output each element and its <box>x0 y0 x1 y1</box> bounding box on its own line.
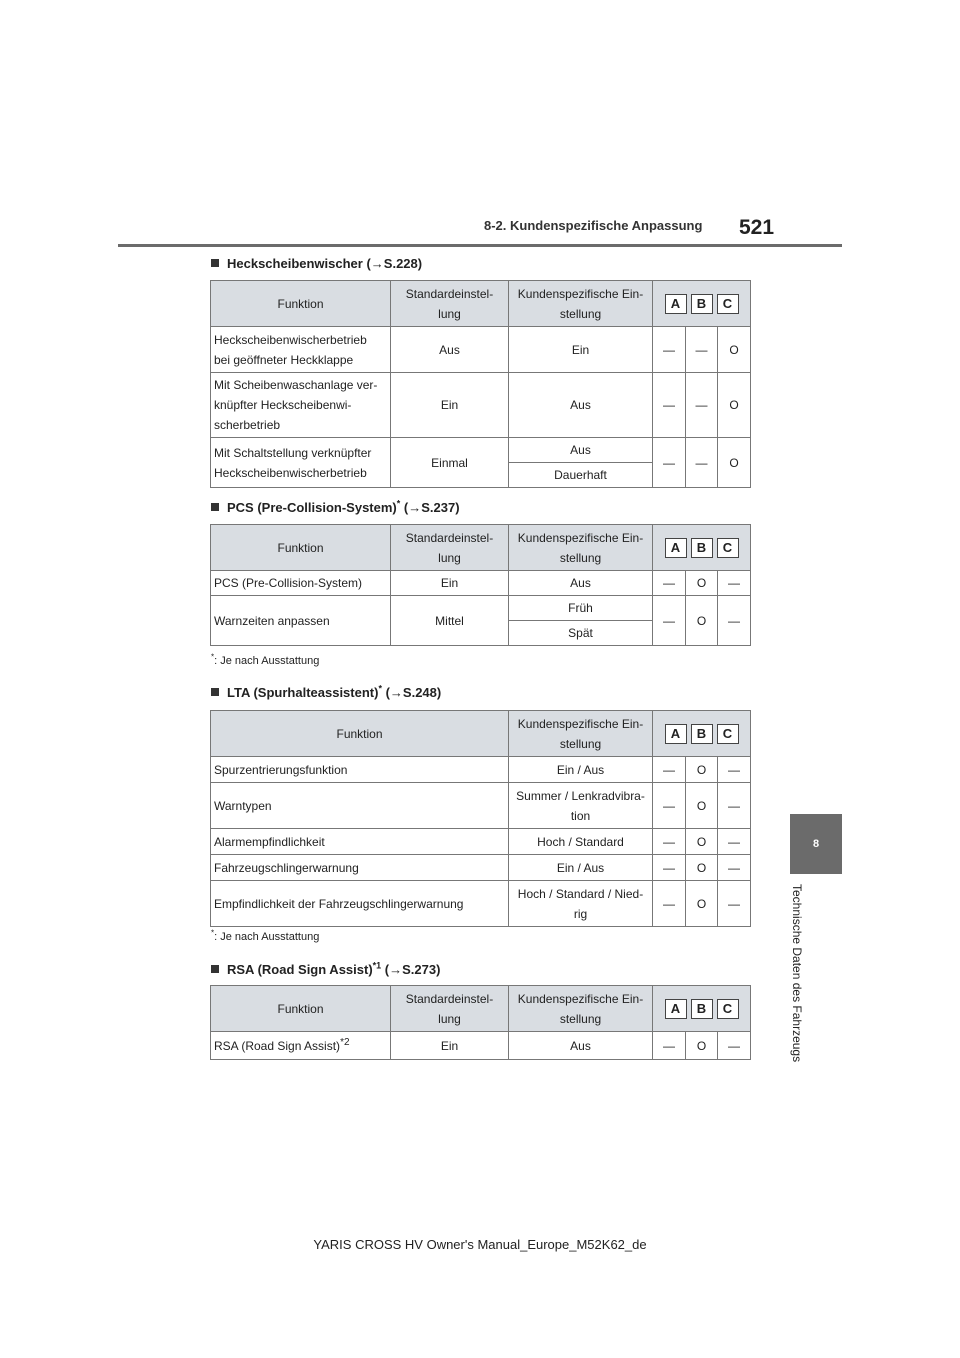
box-c: C <box>717 538 739 558</box>
page-number: 521 <box>739 216 775 239</box>
header-custom: Kundenspezifische Ein- stellung <box>509 281 653 327</box>
box-a: A <box>665 294 687 314</box>
cell-custom: Spät <box>509 621 653 646</box>
table-row <box>211 596 751 621</box>
cell-c: O <box>718 327 751 373</box>
cell-a: — <box>653 783 686 829</box>
box-c: C <box>717 999 739 1019</box>
table-row <box>211 829 751 855</box>
header-rule <box>118 244 842 247</box>
box-a: A <box>665 538 687 558</box>
cell-standard: Einmal <box>391 438 509 488</box>
header-abc <box>653 986 751 1032</box>
cell-standard: Aus <box>391 327 509 373</box>
table-row <box>211 1032 751 1060</box>
cell-function: Mit Schaltstellung verknüpfter Heckscheibenwischerbetrieb <box>211 438 391 488</box>
cell-c: — <box>718 829 751 855</box>
arrow-icon: → <box>389 962 403 977</box>
box-c: C <box>717 724 739 744</box>
bullet-square-icon <box>211 259 219 267</box>
cell-c: — <box>718 783 751 829</box>
box-b: B <box>691 999 713 1019</box>
cell-b: O <box>686 855 718 881</box>
cell-function: Alarmempfindlichkeit <box>211 829 509 855</box>
cell-function: Warntypen <box>211 783 509 829</box>
cell-c: — <box>718 1032 751 1060</box>
header-abc <box>653 711 751 757</box>
cell-standard: Ein <box>391 1032 509 1060</box>
cell-c: — <box>718 881 751 927</box>
cell-b: — <box>686 327 718 373</box>
cell-custom: Summer / Lenkradvibra- tion <box>509 783 653 829</box>
cell-c: — <box>718 855 751 881</box>
cell-a: — <box>653 829 686 855</box>
table-row <box>211 571 751 596</box>
table-row <box>211 757 751 783</box>
header-funktion: Funktion <box>211 525 391 571</box>
cell-c: O <box>718 438 751 488</box>
footer-manual-id: YARIS CROSS HV Owner's Manual_Europe_M52K62_de <box>313 1237 647 1252</box>
section-title-rsa: RSA (Road Sign Assist)$^{*1}$ (→S.273) <box>211 962 440 977</box>
cell-b: — <box>686 438 718 488</box>
bullet-square-icon <box>211 965 219 973</box>
section-title-lta: LTA (Spurhalteassistent)* (→S.248) <box>211 685 441 700</box>
box-a: A <box>665 724 687 744</box>
header-standard: Standardeinstel- lung <box>391 986 509 1032</box>
header-funktion: Funktion <box>211 711 509 757</box>
table-row <box>211 438 751 463</box>
cell-a: — <box>653 1032 686 1060</box>
table-row <box>211 327 751 373</box>
cell-a: — <box>653 757 686 783</box>
cell-a: — <box>653 327 686 373</box>
header-funktion: Funktion <box>211 281 391 327</box>
cell-custom: Dauerhaft <box>509 463 653 488</box>
cell-custom: Früh <box>509 596 653 621</box>
cell-function: Warnzeiten anpassen <box>211 596 391 646</box>
header-abc <box>653 281 751 327</box>
box-b: B <box>691 294 713 314</box>
cell-function: PCS (Pre-Collision-System) <box>211 571 391 596</box>
cell-a: — <box>653 438 686 488</box>
cell-c: — <box>718 757 751 783</box>
cell-custom: Ein / Aus <box>509 855 653 881</box>
bullet-square-icon <box>211 503 219 511</box>
section-title-pcs: PCS (Pre-Collision-System)* (→S.237) <box>211 500 460 515</box>
cell-b: O <box>686 757 718 783</box>
cell-b: O <box>686 829 718 855</box>
cell-a: — <box>653 855 686 881</box>
cell-b: O <box>686 881 718 927</box>
cell-custom: Ein / Aus <box>509 757 653 783</box>
cell-function: Empfindlichkeit der Fahrzeugschlingerwarnung <box>211 881 509 927</box>
arrow-icon: → <box>370 256 384 271</box>
footnote-lta: *: Je nach Ausstattung <box>211 928 320 943</box>
chapter-title: Technische Daten des Fahrzeugs <box>790 884 804 1063</box>
table-row <box>211 783 751 829</box>
cell-b: O <box>686 1032 718 1060</box>
header-custom: Kundenspezifische Ein- stellung <box>509 525 653 571</box>
cell-a: — <box>653 881 686 927</box>
cell-custom: Hoch / Standard <box>509 829 653 855</box>
table-pcs <box>210 524 751 646</box>
table-rsa <box>210 985 751 1060</box>
box-b: B <box>691 538 713 558</box>
header-custom: Kundenspezifische Ein- stellung <box>509 711 653 757</box>
cell-function: Mit Scheibenwaschanlage ver- knüpfter Heckscheibenwi- scherbetrieb <box>211 373 391 438</box>
header-standard: Standardeinstel- lung <box>391 525 509 571</box>
cell-standard: Ein <box>391 571 509 596</box>
header-funktion: Funktion <box>211 986 391 1032</box>
cell-b: O <box>686 783 718 829</box>
box-a: A <box>665 999 687 1019</box>
table-row <box>211 881 751 927</box>
cell-a: — <box>653 571 686 596</box>
table-heckscheibenwischer <box>210 280 751 488</box>
cell-custom: Ein <box>509 327 653 373</box>
box-c: C <box>717 294 739 314</box>
table-row <box>211 855 751 881</box>
cell-function: RSA (Road Sign Assist)$^{*2}$ <box>211 1032 391 1060</box>
cell-function: Fahrzeugschlingerwarnung <box>211 855 509 881</box>
cell-custom: Aus <box>509 1032 653 1060</box>
cell-c: — <box>718 571 751 596</box>
arrow-icon: → <box>389 685 403 700</box>
cell-custom: Aus <box>509 571 653 596</box>
header-standard: Standardeinstel- lung <box>391 281 509 327</box>
table-lta <box>210 710 751 927</box>
cell-custom: Hoch / Standard / Nied- rig <box>509 881 653 927</box>
cell-standard: Mittel <box>391 596 509 646</box>
chapter-tab: 8 <box>790 814 842 874</box>
cell-function: Heckscheibenwischerbetrieb bei geöffneter Heckklappe <box>211 327 391 373</box>
table-row <box>211 373 751 438</box>
cell-b: — <box>686 373 718 438</box>
cell-function: Spurzentrierungsfunktion <box>211 757 509 783</box>
cell-c: — <box>718 596 751 646</box>
cell-c: O <box>718 373 751 438</box>
cell-custom: Aus <box>509 438 653 463</box>
section-title-heckscheibenwischer: Heckscheibenwischer (→S.228) <box>211 256 422 271</box>
cell-b: O <box>686 571 718 596</box>
header-abc <box>653 525 751 571</box>
header-custom: Kundenspezifische Ein- stellung <box>509 986 653 1032</box>
cell-a: — <box>653 596 686 646</box>
cell-a: — <box>653 373 686 438</box>
bullet-square-icon <box>211 688 219 696</box>
arrow-icon: → <box>408 500 422 515</box>
cell-standard: Ein <box>391 373 509 438</box>
cell-b: O <box>686 596 718 646</box>
section-header: 8-2. Kundenspezifische Anpassung <box>484 218 703 233</box>
footnote-pcs: *: Je nach Ausstattung <box>211 652 320 667</box>
box-b: B <box>691 724 713 744</box>
cell-custom: Aus <box>509 373 653 438</box>
